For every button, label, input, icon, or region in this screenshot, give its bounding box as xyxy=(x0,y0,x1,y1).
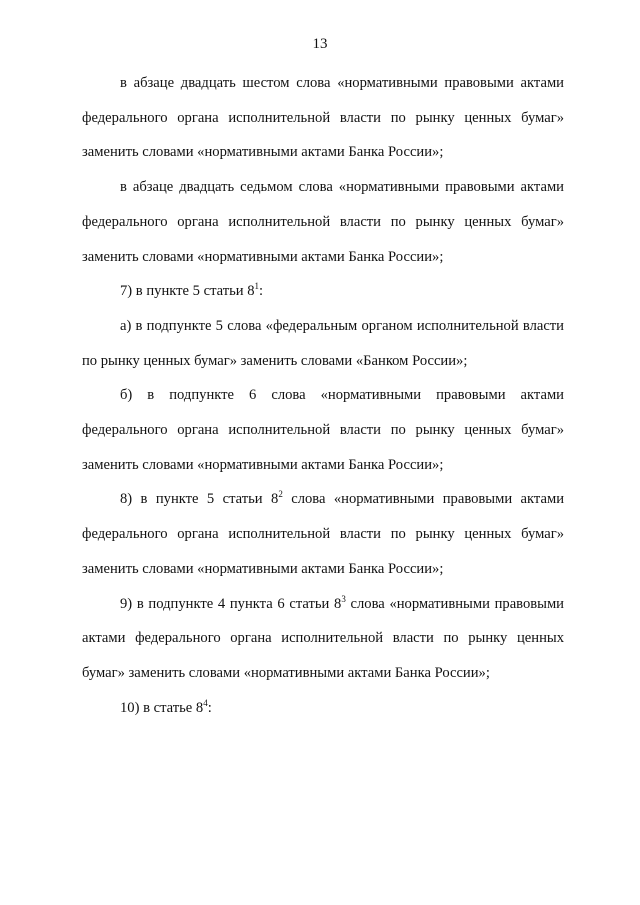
superscript: 3 xyxy=(341,593,346,604)
paragraph-sub-a: а) в подпункте 5 слова «федеральным органом исполнительной власти по рынку ценных бумаг» заменить словами «Банком России»; xyxy=(82,317,564,369)
paragraph-item-10-tail: : xyxy=(207,699,212,716)
paragraph-item-9-text: 9) в подпункте 4 пункта 6 статьи 8 xyxy=(120,595,342,612)
paragraph-item-8 xyxy=(82,482,564,586)
paragraph-item-7-text: 7) в пункте 5 статьи 8 xyxy=(120,283,255,300)
superscript: 4 xyxy=(203,697,208,708)
superscript: 2 xyxy=(278,489,283,500)
page-number: 13 xyxy=(312,36,328,52)
paragraph-item-8-text: 8) в пункте 5 статьи 8 xyxy=(120,491,279,508)
document-body xyxy=(82,66,564,725)
paragraph-item-9 xyxy=(82,587,564,691)
paragraph-amend-27: в абзаце двадцать седьмом слова «нормативными правовыми актами федерального органа исполнительной власти по рынку ценных бумаг» заменить словами «нормативными актами Банка России»; xyxy=(82,179,564,265)
superscript: 1 xyxy=(254,281,260,292)
paragraph-item-7-tail: : xyxy=(259,283,264,300)
paragraph-item-8-tail: слова «нормативными правовыми актами федерального органа исполнительной власти по рынку ценных бумаг» заменить словами «нормативными актами Банка России»; xyxy=(82,491,565,577)
paragraph-amend-26: в абзаце двадцать шестом слова «нормативными правовыми актами федерального органа исполнительной власти по рынку ценных бумаг» заменить словами «нормативными актами Банка России»; xyxy=(82,75,564,161)
paragraph-sub-b: б) в подпункте 6 слова «нормативными правовыми актами федерального органа исполнительной власти по рынку ценных бумаг» заменить словами «нормативными актами Банка России»; xyxy=(82,387,564,473)
paragraph-item-9-tail: слова «нормативными правовыми актами федерального органа исполнительной власти по рынку ценных бумаг» заменить словами «нормативными актами Банка России»; xyxy=(82,595,564,681)
paragraph-item-7 xyxy=(82,274,564,309)
paragraph-item-10-text: 10) в статье 8 xyxy=(120,699,204,716)
paragraph-item-10 xyxy=(82,691,564,726)
